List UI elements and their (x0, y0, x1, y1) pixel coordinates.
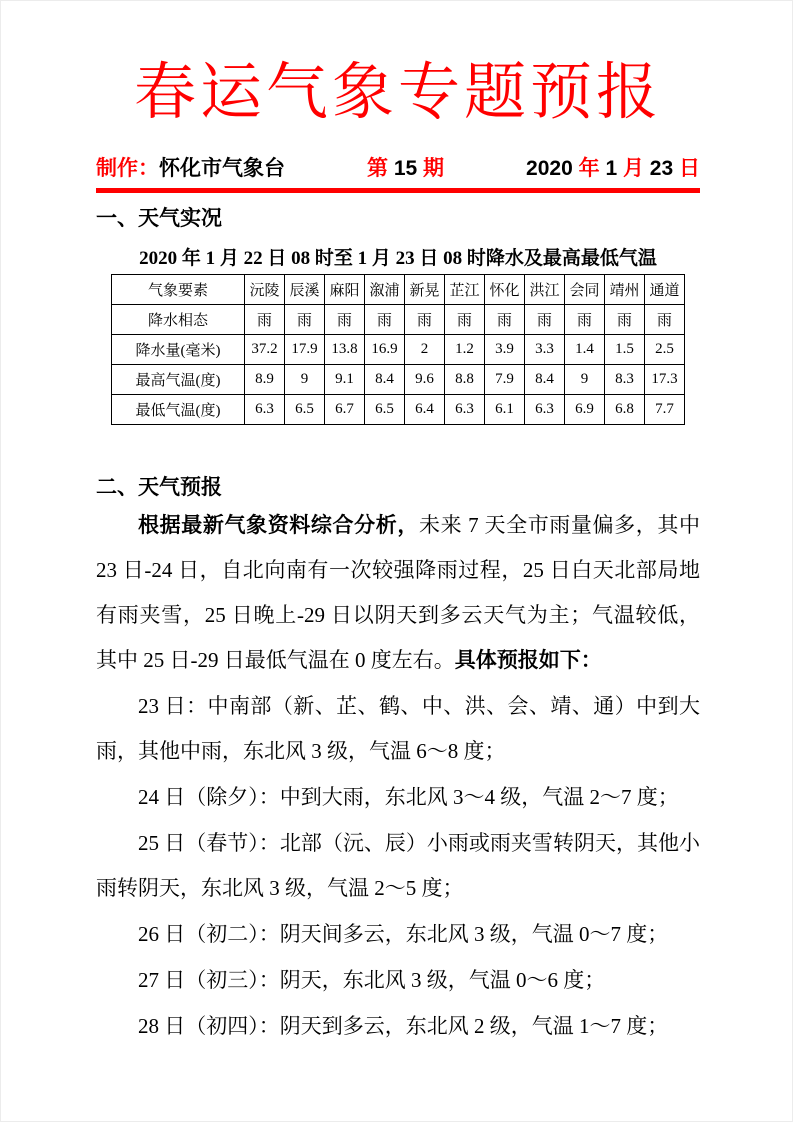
forecast-day-27: 27 日（初三）：阴天，东北风 3 级，气温 0～6 度； (138, 967, 606, 992)
cell-value: 8.4 (525, 365, 565, 395)
issue-date (526, 156, 700, 181)
cell-value: 2.5 (645, 335, 685, 365)
weather-table-title: 2020 年 1 月 22 日 08 时至 1 月 23 日 08 时降水及最高最低气温 (139, 247, 657, 269)
header-cell-station: 怀化 (485, 275, 525, 305)
cell-value: 17.9 (285, 335, 325, 365)
date-month-unit: 月 (617, 157, 650, 181)
cell-value: 6.3 (245, 395, 285, 425)
producer-label: 制作： (96, 157, 159, 181)
cell-value: 6.4 (405, 395, 445, 425)
section1-heading: 一、天气实况 (96, 207, 222, 231)
date-day: 23 (649, 157, 674, 181)
issue-prefix: 第 (367, 157, 394, 181)
table-row-precip-phase (112, 305, 685, 335)
cell-value: 6.8 (605, 395, 645, 425)
cell-value: 1.5 (605, 335, 645, 365)
date-day-unit: 日 (673, 157, 700, 181)
intro-bold-lead: 根据最新气象资料综合分析， (138, 512, 419, 537)
red-divider-rule (96, 188, 700, 193)
header-cell-station: 芷江 (445, 275, 485, 305)
cell-value: 雨 (245, 305, 285, 335)
row-label: 降水相态 (112, 305, 245, 335)
cell-value: 6.1 (485, 395, 525, 425)
header-cell-station: 辰溪 (285, 275, 325, 305)
cell-value: 1.4 (565, 335, 605, 365)
date-month: 1 (605, 157, 618, 181)
cell-value: 雨 (285, 305, 325, 335)
issue-suffix: 期 (417, 157, 445, 181)
forecast-intro-paragraph (96, 503, 700, 683)
cell-value: 雨 (445, 305, 485, 335)
table-row-max-temp (112, 365, 685, 395)
issue-value: 15 (393, 157, 418, 181)
cell-value: 9.1 (325, 365, 365, 395)
masthead-line (96, 156, 700, 181)
intro-bold-tail: 具体预报如下： (454, 647, 602, 672)
intro-body-text: 未来 7 天全市雨量偏多，其中 23 日-24 日，自北向南有一次较强降雨过程，25 日白天北部局地有雨夹雪，25 日晚上-29 日以阴天到多云天气为主；气温较低，其中 25 日-29 日最低气温在 0 度左右。 (96, 512, 700, 672)
header-cell-station: 会同 (565, 275, 605, 305)
cell-value: 6.9 (565, 395, 605, 425)
table-row-precip-amount (112, 335, 685, 365)
cell-value: 雨 (605, 305, 645, 335)
forecast-day-24: 24 日（除夕）：中到大雨，东北风 3～4 级，气温 2～7 度； (138, 784, 679, 809)
row-label: 降水量(毫米) (112, 335, 245, 365)
header-cell-station: 溆浦 (365, 275, 405, 305)
producer-value: 怀化市气象台 (159, 157, 285, 181)
forecast-day-28: 28 日（初四）：阴天到多云，东北风 2 级，气温 1～7 度； (138, 1013, 669, 1038)
forecast-day-23: 23 日：中南部（新、芷、鹤、中、洪、会、靖、通）中到大雨，其他中雨，东北风 3 级，气温 6～8 度； (96, 693, 700, 763)
header-cell-station: 洪江 (525, 275, 565, 305)
cell-value: 9 (565, 365, 605, 395)
cell-value: 1.2 (445, 335, 485, 365)
cell-value: 8.8 (445, 365, 485, 395)
cell-value: 雨 (325, 305, 365, 335)
forecast-day-25: 25 日（春节）：北部（沅、辰）小雨或雨夹雪转阴天，其他小雨转阴天，东北风 3 级，气温 2～5 度； (96, 830, 700, 900)
date-year-unit: 年 (572, 157, 606, 181)
cell-value: 6.5 (285, 395, 325, 425)
cell-value: 3.9 (485, 335, 525, 365)
header-cell-station: 新晃 (405, 275, 445, 305)
cell-value: 8.9 (245, 365, 285, 395)
row-label: 最高气温(度) (112, 365, 245, 395)
cell-value: 9.6 (405, 365, 445, 395)
cell-value: 雨 (485, 305, 525, 335)
cell-value: 6.5 (365, 395, 405, 425)
header-cell-station: 麻阳 (325, 275, 365, 305)
cell-value: 6.7 (325, 395, 365, 425)
cell-value: 37.2 (245, 335, 285, 365)
producer (96, 156, 285, 181)
cell-value: 8.4 (365, 365, 405, 395)
cell-value: 雨 (645, 305, 685, 335)
cell-value: 8.3 (605, 365, 645, 395)
table-header-row (112, 275, 685, 305)
page-content (1, 57, 792, 1049)
cell-value: 3.3 (525, 335, 565, 365)
cell-value: 6.3 (525, 395, 565, 425)
cell-value: 13.8 (325, 335, 365, 365)
header-cell-element: 气象要素 (112, 275, 245, 305)
row-label: 最低气温(度) (112, 395, 245, 425)
cell-value: 雨 (525, 305, 565, 335)
cell-value: 雨 (565, 305, 605, 335)
weather-observation-table (111, 274, 685, 425)
forecast-day-26: 26 日（初二）：阴天间多云，东北风 3 级，气温 0～7 度； (138, 921, 669, 946)
date-year: 2020 (526, 157, 573, 181)
header-cell-station: 通道 (645, 275, 685, 305)
document-title: 春运气象专题预报 (133, 59, 662, 127)
cell-value: 7.7 (645, 395, 685, 425)
cell-value: 9 (285, 365, 325, 395)
cell-value: 雨 (405, 305, 445, 335)
cell-value: 7.9 (485, 365, 525, 395)
header-cell-station: 靖州 (605, 275, 645, 305)
table-row-min-temp (112, 395, 685, 425)
cell-value: 6.3 (445, 395, 485, 425)
cell-value: 2 (405, 335, 445, 365)
issue-number (367, 156, 444, 181)
cell-value: 17.3 (645, 365, 685, 395)
cell-value: 雨 (365, 305, 405, 335)
cell-value: 16.9 (365, 335, 405, 365)
header-cell-station: 沅陵 (245, 275, 285, 305)
section2-heading: 二、天气预报 (96, 476, 222, 500)
